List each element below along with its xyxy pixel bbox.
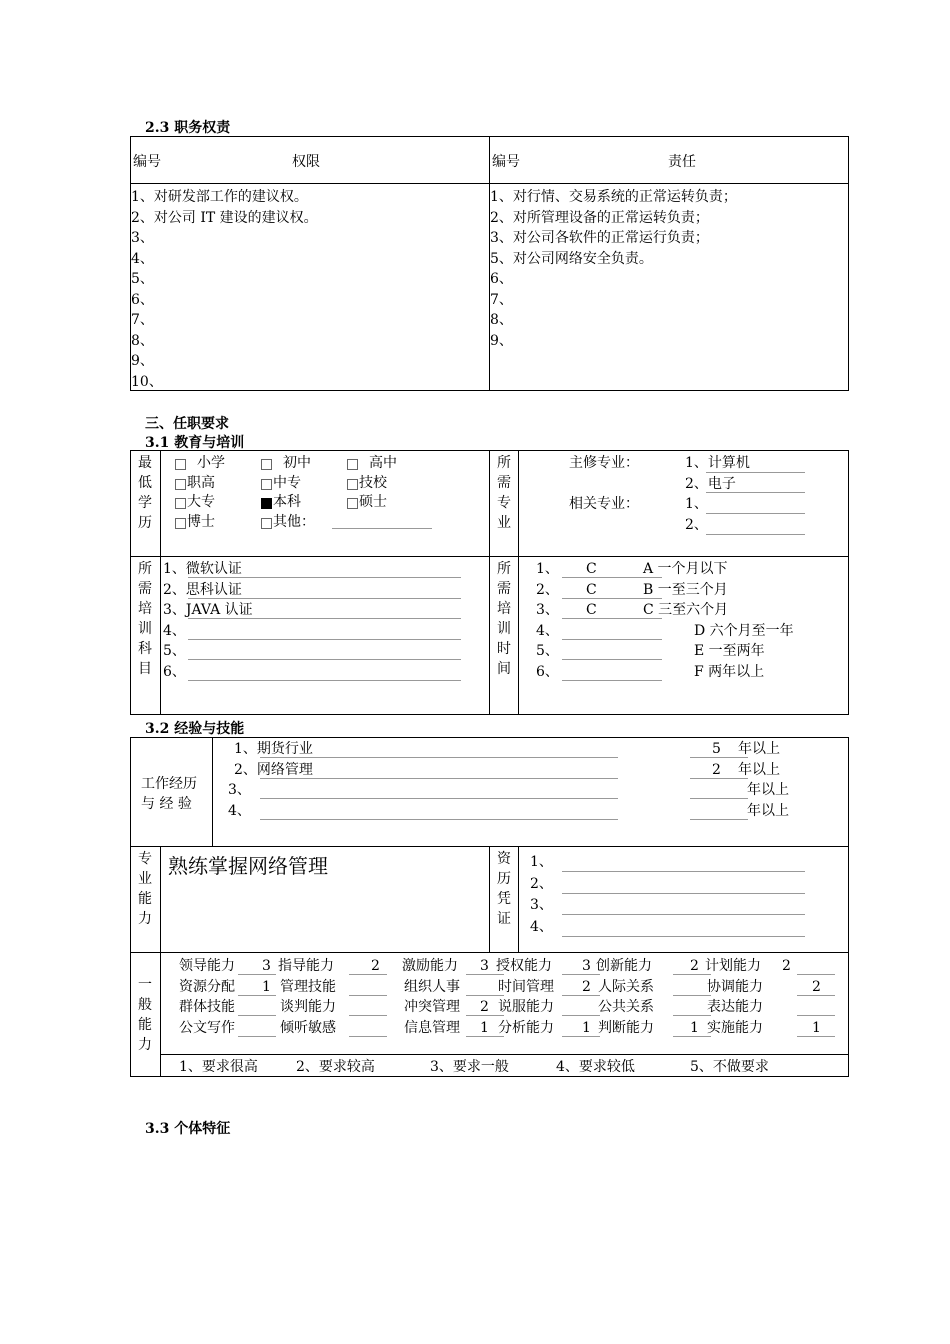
ability-value: 1 bbox=[582, 1019, 591, 1036]
duty-item: 9、 bbox=[490, 332, 513, 349]
work-exp-item: 1、期货行业 bbox=[234, 741, 313, 757]
ability-value: 1 bbox=[480, 1019, 489, 1036]
vertical-char: 培 bbox=[138, 601, 152, 617]
time-no: 4、 bbox=[536, 622, 559, 639]
underline bbox=[562, 871, 805, 872]
certificate-label bbox=[496, 849, 512, 929]
time-no: 3、 bbox=[536, 602, 559, 618]
underline bbox=[797, 995, 835, 996]
work-exp-years: 2 bbox=[712, 761, 721, 778]
vertical-char: 业 bbox=[138, 871, 152, 887]
ability-name: 创新能力 bbox=[596, 958, 652, 974]
section-title-requirements: 三、任职要求 bbox=[145, 416, 229, 432]
time-key: B 一至三个月 bbox=[643, 581, 728, 598]
underline bbox=[797, 974, 835, 975]
time-no: 2、 bbox=[536, 581, 559, 598]
vertical-char: 证 bbox=[497, 911, 511, 927]
right-item: 1、对研发部工作的建议权。 bbox=[131, 189, 308, 205]
time-key: F 两年以上 bbox=[694, 663, 765, 680]
professional-ability-label bbox=[137, 849, 153, 929]
legend-item: 3、要求一般 bbox=[430, 1059, 509, 1075]
ability-value: 1 bbox=[812, 1019, 821, 1036]
ability-name: 时间管理 bbox=[498, 978, 554, 995]
vertical-char: 能 bbox=[138, 891, 152, 907]
ability-name: 组织人事 bbox=[404, 978, 460, 995]
header-right-no: 编号 bbox=[492, 154, 520, 170]
required-major-label bbox=[496, 453, 512, 533]
underline bbox=[260, 778, 618, 779]
vertical-char: 低 bbox=[138, 475, 152, 491]
section-title-education: 3.1 教育与培训 bbox=[145, 435, 245, 451]
work-exp-years: 5 bbox=[712, 741, 721, 757]
legend-item: 1、要求很高 bbox=[179, 1059, 258, 1075]
checkbox-博士[interactable] bbox=[175, 516, 186, 532]
vertical-char: 需 bbox=[138, 581, 152, 597]
vertical-char: 需 bbox=[497, 475, 511, 491]
underline bbox=[562, 893, 805, 894]
vertical-char: 专 bbox=[497, 495, 511, 511]
underline bbox=[188, 618, 461, 619]
underline bbox=[562, 995, 600, 996]
right-item: 9、 bbox=[131, 353, 154, 369]
time-key: E 一至两年 bbox=[694, 643, 765, 659]
underline bbox=[188, 680, 461, 681]
vertical-char: 资 bbox=[497, 851, 511, 867]
legend-item: 2、要求较高 bbox=[296, 1059, 375, 1075]
underline bbox=[349, 1015, 387, 1016]
option-label: 中专 bbox=[273, 474, 301, 491]
ability-name: 判断能力 bbox=[598, 1019, 654, 1036]
ability-value: 3 bbox=[582, 958, 591, 974]
ability-name: 授权能力 bbox=[496, 958, 552, 974]
work-exp-suffix: 年以上 bbox=[747, 782, 789, 798]
training-subject: 4、 bbox=[163, 622, 186, 639]
header-duties: 责任 bbox=[668, 154, 696, 170]
vertical-char: 专 bbox=[138, 851, 152, 867]
related-major-label: 相关专业： bbox=[569, 496, 639, 512]
ability-name: 资源分配 bbox=[179, 978, 235, 995]
section-title-duties: 2.3 职务权责 bbox=[145, 120, 231, 136]
option-label: 博士 bbox=[187, 513, 215, 530]
training-subject: 3、JAVA 认证 bbox=[163, 602, 253, 618]
underline bbox=[562, 914, 805, 915]
ability-name: 管理技能 bbox=[280, 978, 336, 995]
ability-value: 1 bbox=[690, 1019, 699, 1036]
underline bbox=[188, 598, 461, 599]
ability-name: 冲突管理 bbox=[404, 999, 460, 1015]
duty-item: 1、对行情、交易系统的正常运转负责； bbox=[490, 189, 737, 205]
underline bbox=[562, 1036, 600, 1037]
underline bbox=[562, 936, 805, 937]
underline bbox=[349, 974, 387, 975]
ability-name: 表达能力 bbox=[707, 999, 763, 1015]
vertical-char: 一 bbox=[138, 977, 152, 993]
vertical-char: 培 bbox=[497, 601, 511, 617]
time-no: 6、 bbox=[536, 663, 559, 680]
ability-value: 3 bbox=[262, 958, 271, 974]
training-subject: 6、 bbox=[163, 663, 186, 680]
option-label: 本科 bbox=[273, 494, 301, 510]
duty-item: 7、 bbox=[490, 291, 513, 308]
certificate-item: 2、 bbox=[530, 875, 553, 892]
vertical-char: 所 bbox=[497, 455, 511, 471]
work-exp-item: 3、 bbox=[228, 782, 251, 798]
vertical-char: 能 bbox=[138, 1017, 152, 1033]
option-label: 高中 bbox=[369, 455, 397, 471]
underline bbox=[188, 659, 461, 660]
ability-value: 2 bbox=[690, 958, 699, 974]
time-key: D 六个月至一年 bbox=[694, 622, 794, 639]
underline bbox=[238, 974, 276, 975]
ability-value: 3 bbox=[480, 958, 489, 974]
vertical-char: 凭 bbox=[497, 891, 511, 907]
main-major-2: 2、电子 bbox=[685, 476, 736, 492]
vertical-char: 训 bbox=[138, 621, 152, 637]
right-item: 8、 bbox=[131, 332, 154, 349]
time-value: C bbox=[586, 581, 597, 598]
training-subject: 2、思科认证 bbox=[163, 581, 242, 598]
underline bbox=[673, 1015, 711, 1016]
header-rights: 权限 bbox=[292, 154, 320, 170]
work-exp-item: 4、 bbox=[228, 802, 251, 819]
certificate-item: 3、 bbox=[530, 897, 553, 913]
ability-name: 实施能力 bbox=[707, 1019, 763, 1036]
vertical-char: 间 bbox=[497, 661, 511, 677]
work-exp-label-1: 工作经历 bbox=[141, 776, 197, 792]
checkbox-小学[interactable] bbox=[175, 457, 186, 473]
work-exp-label-2: 与 经 验 bbox=[141, 796, 192, 812]
time-key: A 一个月以下 bbox=[643, 561, 728, 577]
vertical-char: 时 bbox=[497, 641, 511, 657]
underline bbox=[562, 680, 662, 681]
vertical-char: 科 bbox=[138, 641, 152, 657]
checkbox-硕士[interactable] bbox=[347, 496, 358, 512]
work-exp-suffix: 年以上 bbox=[747, 802, 789, 819]
vertical-char: 所 bbox=[138, 561, 152, 577]
underline bbox=[673, 1036, 711, 1037]
training-subjects-label bbox=[137, 559, 153, 679]
vertical-char: 训 bbox=[497, 621, 511, 637]
vertical-char: 目 bbox=[138, 661, 152, 677]
main-major-label: 主修专业： bbox=[569, 455, 639, 471]
duty-item: 2、对所管理设备的正常运转负责； bbox=[490, 209, 709, 226]
right-item: 4、 bbox=[131, 250, 154, 267]
ability-name: 公共关系 bbox=[598, 999, 654, 1015]
time-value: C bbox=[586, 602, 597, 618]
duty-item: 8、 bbox=[490, 312, 513, 328]
ability-name: 计划能力 bbox=[705, 958, 761, 974]
work-exp-item: 2、网络管理 bbox=[234, 761, 313, 778]
certificate-item: 1、 bbox=[530, 854, 553, 870]
underline bbox=[238, 995, 276, 996]
vertical-char: 学 bbox=[138, 495, 152, 511]
ability-name: 协调能力 bbox=[707, 978, 763, 995]
right-item: 2、对公司 IT 建设的建议权。 bbox=[131, 209, 318, 226]
underline bbox=[188, 639, 461, 640]
ability-name: 说服能力 bbox=[498, 999, 554, 1015]
ability-name: 信息管理 bbox=[404, 1019, 460, 1036]
vertical-char: 需 bbox=[497, 581, 511, 597]
time-key: C 三至六个月 bbox=[643, 602, 729, 618]
ability-name: 指导能力 bbox=[278, 958, 334, 974]
training-time-label bbox=[496, 559, 512, 679]
vertical-char: 历 bbox=[138, 515, 152, 531]
general-ability-label bbox=[137, 975, 153, 1055]
underline bbox=[188, 577, 461, 578]
underline bbox=[562, 1015, 600, 1016]
checkbox-技校[interactable] bbox=[347, 477, 358, 493]
work-exp-suffix: 年以上 bbox=[738, 761, 780, 778]
checkbox-初中[interactable] bbox=[261, 457, 272, 473]
vertical-char: 力 bbox=[138, 911, 152, 927]
legend-item: 5、不做要求 bbox=[690, 1059, 769, 1075]
option-label: 大专 bbox=[187, 494, 215, 510]
section-title-personal: 3.3 个体特征 bbox=[145, 1121, 231, 1137]
option-label: 硕士 bbox=[359, 494, 387, 510]
underline bbox=[797, 1036, 835, 1037]
ability-value: 2 bbox=[582, 978, 591, 995]
ability-value: 1 bbox=[262, 978, 271, 995]
right-item: 10、 bbox=[131, 373, 163, 390]
related-major-2: 2、 bbox=[685, 517, 708, 533]
certificate-item: 4、 bbox=[530, 918, 553, 935]
vertical-char: 所 bbox=[497, 561, 511, 577]
professional-ability-text: 熟练掌握网络管理 bbox=[168, 854, 328, 878]
underline bbox=[797, 1015, 835, 1016]
ability-name: 激励能力 bbox=[402, 958, 458, 974]
training-subject: 5、 bbox=[163, 643, 186, 659]
ability-name: 倾听敏感 bbox=[280, 1019, 336, 1036]
option-label: 初中 bbox=[283, 455, 311, 471]
ability-value: 2 bbox=[480, 999, 489, 1015]
time-no: 5、 bbox=[536, 643, 559, 659]
checkbox-本科[interactable] bbox=[261, 496, 272, 512]
underline bbox=[260, 819, 618, 820]
ability-name: 谈判能力 bbox=[280, 999, 336, 1015]
duty-item: 3、对公司各软件的正常运行负责； bbox=[490, 230, 709, 246]
right-item: 3、 bbox=[131, 230, 154, 246]
underline bbox=[260, 798, 618, 799]
related-major-1: 1、 bbox=[685, 496, 708, 512]
underline bbox=[673, 995, 711, 996]
checkbox-其他[interactable] bbox=[261, 516, 272, 532]
underline bbox=[238, 1036, 276, 1037]
header-left-no: 编号 bbox=[133, 154, 161, 170]
time-value: C bbox=[586, 561, 597, 577]
underline bbox=[690, 798, 748, 799]
checkbox-中专[interactable] bbox=[261, 477, 272, 493]
ability-value: 2 bbox=[782, 958, 791, 974]
underline bbox=[562, 659, 662, 660]
vertical-char: 般 bbox=[138, 997, 152, 1013]
vertical-char: 最 bbox=[138, 455, 152, 471]
underline bbox=[562, 639, 662, 640]
ability-name: 群体技能 bbox=[179, 999, 235, 1015]
vertical-char: 历 bbox=[497, 871, 511, 887]
ability-name: 公文写作 bbox=[179, 1019, 235, 1036]
underline bbox=[562, 974, 600, 975]
underline bbox=[349, 1036, 387, 1037]
underline bbox=[260, 757, 618, 758]
underline bbox=[349, 995, 387, 996]
time-no: 1、 bbox=[536, 561, 559, 577]
section-title-experience: 3.2 经验与技能 bbox=[145, 721, 245, 737]
training-subject: 1、微软认证 bbox=[163, 561, 242, 577]
ability-name: 领导能力 bbox=[179, 958, 235, 974]
legend-item: 4、要求较低 bbox=[556, 1059, 635, 1075]
underline bbox=[238, 1015, 276, 1016]
option-label: 职高 bbox=[187, 474, 215, 491]
min-education-label bbox=[137, 453, 153, 533]
checkbox-高中[interactable] bbox=[347, 457, 358, 473]
ability-name: 分析能力 bbox=[498, 1019, 554, 1036]
right-item: 7、 bbox=[131, 312, 154, 328]
vertical-char: 业 bbox=[497, 515, 511, 531]
work-exp-suffix: 年以上 bbox=[738, 741, 780, 757]
main-major-1: 1、计算机 bbox=[685, 455, 750, 471]
right-item: 5、 bbox=[131, 271, 154, 287]
option-label: 技校 bbox=[359, 474, 387, 491]
underline bbox=[690, 819, 748, 820]
right-item: 6、 bbox=[131, 291, 154, 308]
checkbox-职高[interactable] bbox=[175, 477, 186, 493]
ability-value: 2 bbox=[812, 978, 821, 995]
duty-item: 5、对公司网络安全负责。 bbox=[490, 250, 653, 267]
ability-name: 人际关系 bbox=[598, 978, 654, 995]
vertical-char: 力 bbox=[138, 1037, 152, 1053]
ability-value: 2 bbox=[371, 958, 380, 974]
option-label: 其他： bbox=[273, 513, 315, 530]
option-label: 小学 bbox=[197, 455, 225, 471]
duty-item: 6、 bbox=[490, 271, 513, 287]
checkbox-大专[interactable] bbox=[175, 496, 186, 512]
